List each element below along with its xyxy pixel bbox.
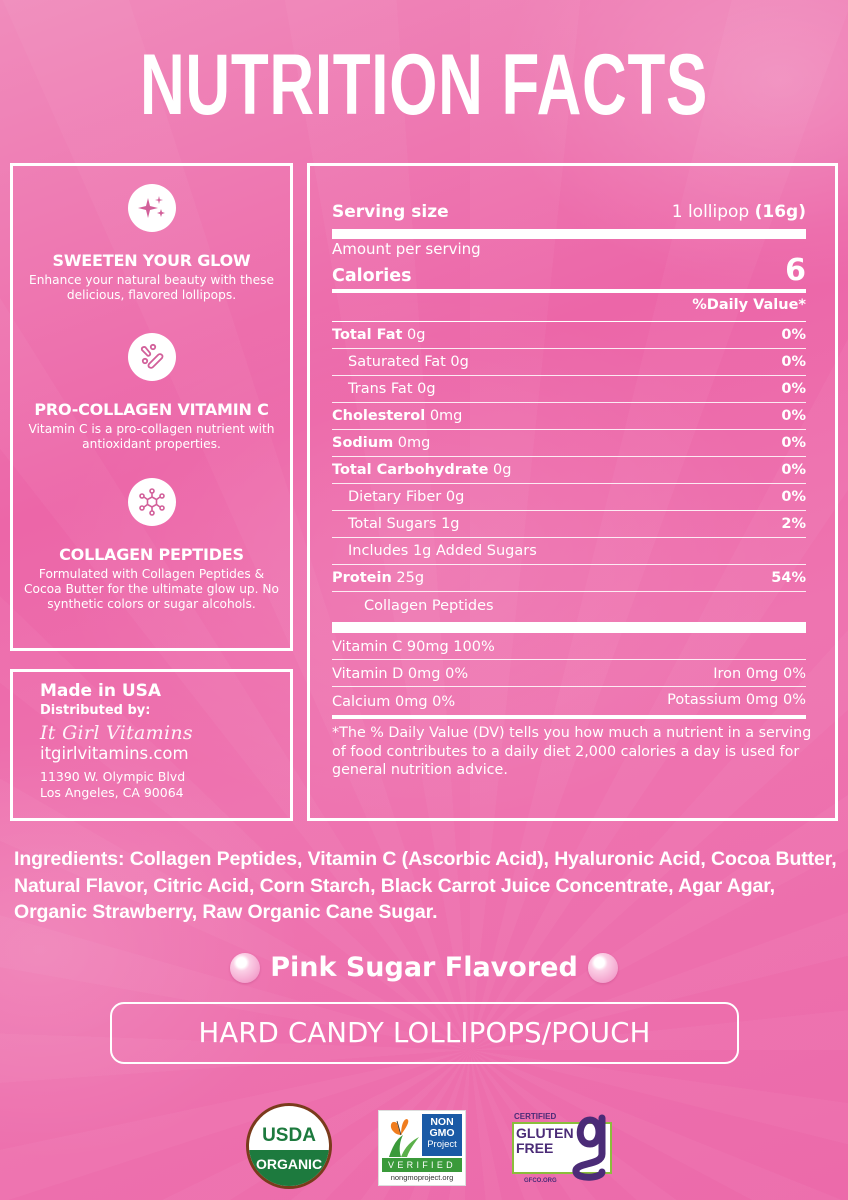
- vitamin-right: Iron 0mg 0%: [713, 665, 806, 682]
- nutrient-label: [332, 408, 462, 424]
- nutrient-row: [332, 430, 806, 457]
- vitamin-row: [332, 634, 806, 660]
- feature-description: Vitamin C is a pro-collagen nutrient with antioxidant properties.: [28, 422, 275, 451]
- usda-organic-badge: [246, 1103, 332, 1189]
- nutrient-name: Sodium: [332, 435, 394, 451]
- feature-sweeten-your-glow: [13, 184, 290, 303]
- nutrient-row: [332, 403, 806, 430]
- certification-badges: [0, 1100, 848, 1190]
- collagen-molecule-icon: [128, 333, 176, 381]
- nutrient-daily-value: 0%: [781, 435, 806, 451]
- nutrient-row: [332, 349, 806, 376]
- verified-label: VERIFIED: [382, 1158, 462, 1172]
- features-box: [10, 163, 293, 651]
- calories-row: [332, 253, 806, 288]
- divider-medium: [332, 715, 806, 719]
- vitamin-row: [332, 661, 806, 687]
- feature-pro-collagen-vitamin-c: [13, 333, 290, 452]
- nutrient-row: [332, 592, 806, 619]
- nutrient-daily-value: 0%: [781, 408, 806, 424]
- nutrient-row: [332, 376, 806, 403]
- feature-description: Enhance your natural beauty with these delicious, flavored lollipops.: [29, 273, 274, 302]
- nutrient-daily-value: 0%: [781, 354, 806, 370]
- vitamin-left: Vitamin D 0mg 0%: [332, 665, 469, 682]
- nutrient-amount: Collagen Peptides: [364, 597, 494, 614]
- calories-label: Calories: [332, 266, 412, 286]
- non-gmo-url: nongmoproject.org: [390, 1173, 454, 1182]
- amount-per-serving-label: Amount per serving: [332, 240, 481, 258]
- nutrient-amount: 0mg: [425, 408, 463, 424]
- gfco-url: GFCO.ORG: [524, 1178, 557, 1184]
- nutrient-amount: 0mg: [393, 435, 431, 451]
- candy-ball-icon: [230, 953, 260, 983]
- non-gmo-line-1: NON: [430, 1116, 454, 1128]
- peptide-network-icon: [128, 478, 176, 526]
- nutrient-name: Cholesterol: [332, 408, 426, 424]
- nutrient-amount: Saturated Fat 0g: [348, 354, 469, 370]
- serving-size-row: [332, 202, 806, 222]
- feature-description: Formulated with Collagen Peptides & Cocoa Butter for the ultimate glow up. No synthetic colors or sugar alcohols.: [24, 567, 279, 611]
- distributed-by-label: Distributed by:: [40, 703, 151, 718]
- address-line-2: Los Angeles, CA 90064: [40, 785, 184, 800]
- gluten-free-badge: [510, 1112, 620, 1188]
- nutrient-name: Total Fat: [332, 327, 403, 343]
- feature-collagen-peptides: [13, 478, 290, 612]
- nutrient-amount: 25g: [391, 570, 425, 586]
- nutrient-row: [332, 322, 806, 349]
- feature-title: PRO-COLLAGEN VITAMIN C: [34, 400, 269, 419]
- gluten-free-g-icon: [566, 1114, 614, 1186]
- page-title: NUTRITION FACTS: [139, 37, 709, 133]
- daily-value-header: %Daily Value*: [692, 297, 806, 313]
- divider-medium: [332, 289, 806, 293]
- address-line-1: 11390 W. Olympic Blvd: [40, 769, 186, 784]
- serving-size-weight: (16g): [754, 202, 806, 222]
- organic-label: ORGANIC: [255, 1156, 323, 1172]
- divider-thick: [332, 229, 806, 239]
- daily-value-footnote: *The % Daily Value (DV) tells you how much a nutrient in a serving of food contributes to a daily diet 2,000 calories a day is used for general nutrition advice.: [332, 725, 812, 778]
- nutrient-row: [332, 538, 806, 565]
- nutrient-amount: 0g: [402, 327, 426, 343]
- nutrient-daily-value: 0%: [781, 327, 806, 343]
- nutrient-label: [332, 381, 436, 397]
- product-type-badge: HARD CANDY LOLLIPOPS/POUCH: [110, 1002, 739, 1064]
- calories-value: 6: [785, 253, 806, 288]
- serving-size-label: Serving size: [332, 202, 449, 222]
- nutrient-label: [332, 435, 430, 451]
- gluten-label: GLUTEN: [516, 1125, 574, 1141]
- nutrient-daily-value: 54%: [771, 570, 806, 586]
- non-gmo-project-badge: [378, 1110, 466, 1186]
- website-link[interactable]: itgirlvitamins.com: [40, 744, 189, 763]
- feature-title: SWEETEN YOUR GLOW: [52, 251, 251, 270]
- ingredients-text: Ingredients: Collagen Peptides, Vitamin C (Ascorbic Acid), Hyaluronic Acid, Cocoa Butter, Natural Flavor, Citric Acid, Corn Starch, Black Carrot Juice Concentrate, Agar Agar, Organic Strawberry, Raw Organic Cane Sugar.: [14, 848, 837, 923]
- divider-thick: [332, 622, 806, 633]
- nutrient-label: [332, 354, 469, 370]
- vitamin-row: [332, 687, 806, 713]
- nutrient-label: [332, 327, 425, 343]
- made-in-label: Made in USA: [40, 681, 162, 701]
- candy-ball-icon: [588, 953, 618, 983]
- usda-label: USDA: [262, 1125, 316, 1146]
- gluten-free-label: [516, 1126, 574, 1156]
- nutrient-amount: Includes 1g Added Sugars: [348, 543, 537, 559]
- nutrient-amount: Dietary Fiber 0g: [348, 489, 465, 505]
- nutrient-amount: 0g: [488, 462, 512, 478]
- non-gmo-line-3: Project: [427, 1139, 457, 1150]
- nutrient-row: [332, 457, 806, 484]
- nutrient-row: [332, 511, 806, 538]
- non-gmo-line-2: GMO: [429, 1127, 455, 1139]
- certified-label: CERTIFIED: [514, 1112, 557, 1121]
- nutrient-label: [332, 462, 511, 478]
- nutrient-label: [332, 598, 494, 614]
- nutrient-name: Total Carbohydrate: [332, 462, 489, 478]
- flavor-label: [0, 952, 848, 983]
- vitamin-right: Potassium 0mg 0%: [667, 692, 806, 708]
- vitamin-left: Calcium 0mg 0%: [332, 694, 456, 710]
- nutrient-row: [332, 565, 806, 592]
- nutrient-amount: Trans Fat 0g: [348, 381, 436, 397]
- feature-title: COLLAGEN PEPTIDES: [59, 545, 244, 564]
- nutrient-label: [332, 543, 537, 559]
- serving-size-amount: 1 lollipop: [671, 202, 755, 222]
- nutrient-daily-value: 0%: [781, 381, 806, 397]
- nutrient-label: [332, 570, 424, 586]
- nutrient-daily-value: 0%: [781, 462, 806, 478]
- flavor-text: Pink Sugar Flavored: [270, 952, 578, 983]
- serving-size-value: [672, 202, 806, 222]
- nutrition-facts-panel: [307, 163, 838, 821]
- address: [40, 769, 290, 801]
- free-label: FREE: [516, 1140, 554, 1156]
- nutrient-label: [332, 489, 464, 505]
- butterfly-icon: [383, 1117, 423, 1159]
- sparkles-icon: [128, 184, 176, 232]
- nutrient-daily-value: 2%: [781, 516, 806, 532]
- vitamin-left: Vitamin C 90mg 100%: [332, 638, 495, 655]
- usda-green-band: [249, 1150, 329, 1189]
- nutrient-amount: Total Sugars 1g: [348, 516, 460, 532]
- nutrient-name: Protein: [332, 570, 392, 586]
- non-gmo-label: [422, 1114, 462, 1156]
- nutrient-label: [332, 516, 460, 532]
- nutrient-daily-value: 0%: [781, 489, 806, 505]
- brand-name: It Girl Vitamins: [40, 722, 193, 744]
- nutrient-row: [332, 484, 806, 511]
- distributor-info-box: [10, 669, 293, 821]
